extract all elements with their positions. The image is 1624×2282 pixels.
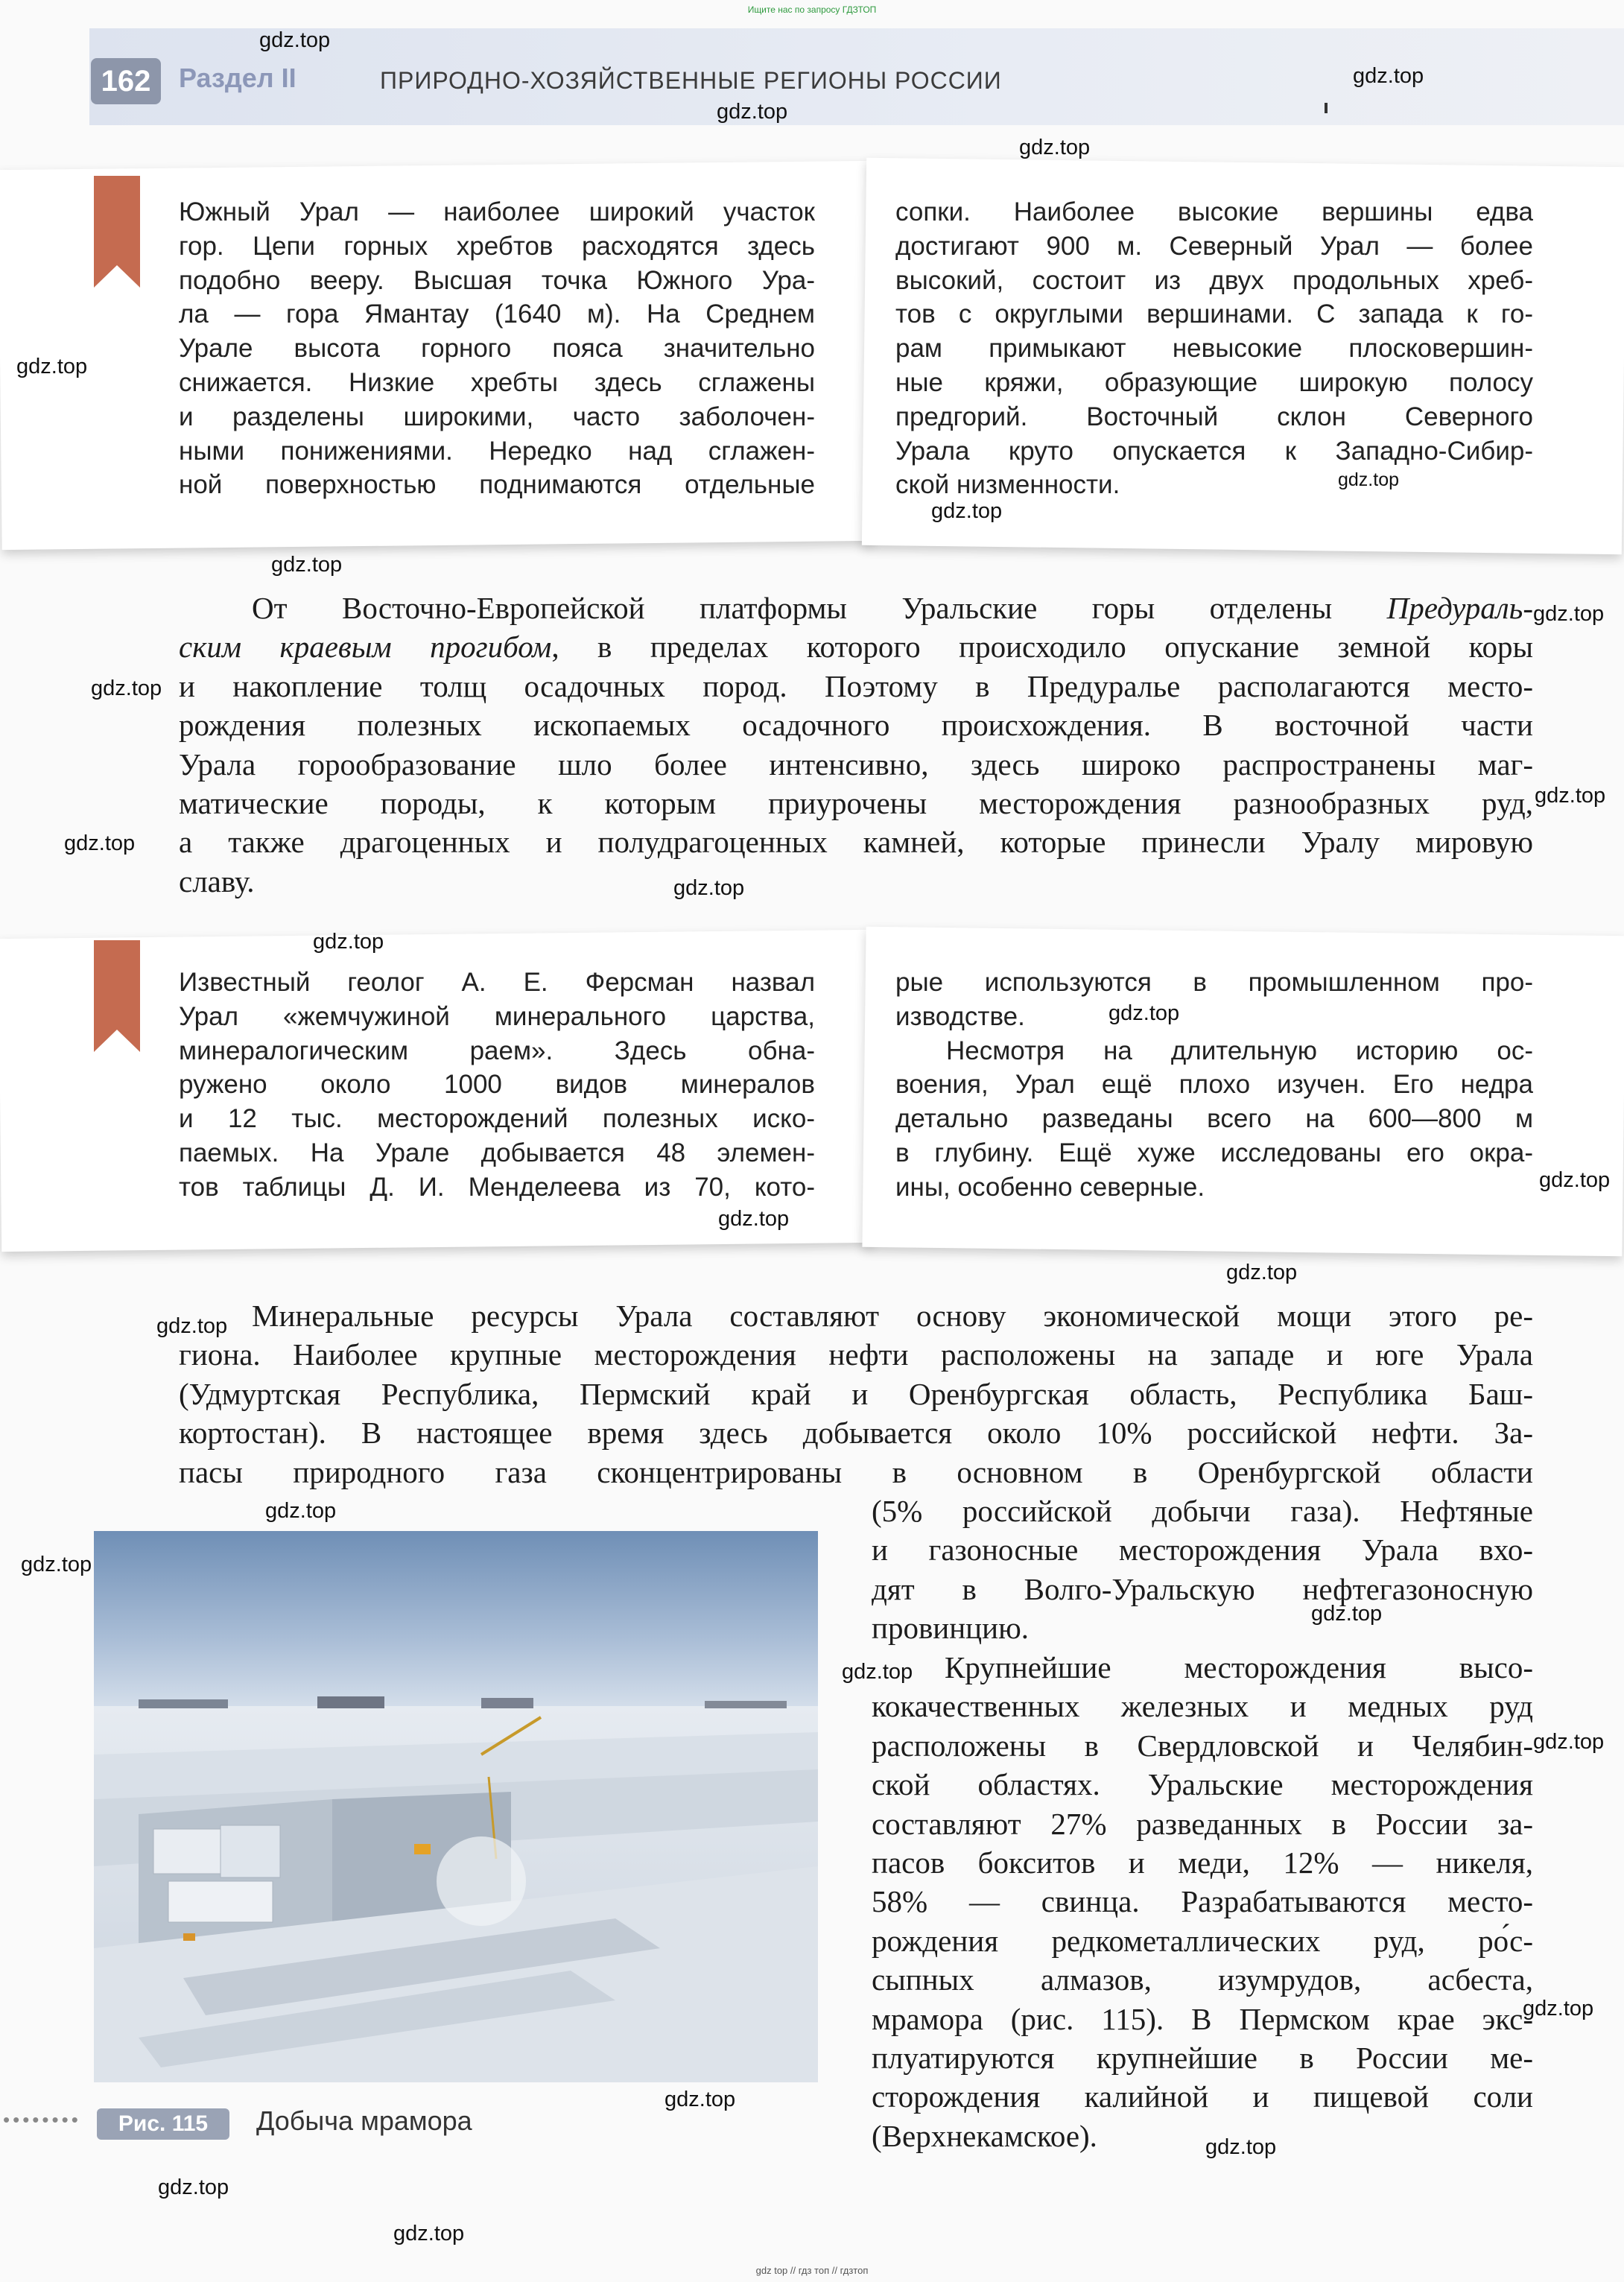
watermark: gdz.top [1019,136,1091,159]
watermark: gdz.top [64,831,136,855]
paragraph-line: пасы природного газа сконцентрированы в основном в Оренбургской области [179,1454,1533,1489]
paragraph-line: составляют 27% разведанных в России за- [872,1806,1533,1841]
paragraph-line: рождения редкометаллических руд, ро́с- [872,1923,1533,1958]
watermark: gdz.top [931,499,1003,523]
box-line: достигают 900 м. Северный Урал — более [895,231,1533,261]
top-notice: Ищите нас по запросу ГДЗТОП [747,4,877,15]
paragraph-line: дят в Волго-Уральскую нефтегазоносную [872,1571,1533,1606]
paragraph-1 [179,589,1533,901]
box1-bookmark [94,176,140,265]
paragraph-line: и газоносные месторождения Урала вхо- [872,1533,1533,1568]
box-line: воения, Урал ещё плохо изучен. Его недра [895,1070,1533,1100]
paragraph-3 [872,1648,1533,2155]
paragraph-line: ским краевым прогибом, в пределах которого происходило опускание земной коры [179,630,1534,665]
paragraph-line: От Восточно-Европейской платформы Уральские горы отделены Предураль- [252,591,1533,625]
box-line: Южный Урал — наиболее широкий участок [179,197,815,226]
paragraph-line: Крупнейшие месторождения высо- [945,1650,1533,1684]
watermark: gdz.top [16,355,88,378]
paragraph-line: рождения полезных ископаемых осадочного происхождения. В восточной части [179,708,1533,743]
watermark: gdz.top [717,100,788,124]
running-header-title: ПРИРОДНО-ХОЗЯЙСТВЕННЫЕ РЕГИОНЫ РОССИИ [380,67,1002,94]
paragraph-line: пасов бокситов и меди, 12% — никеля, [872,1845,1533,1880]
section-label: Раздел II [179,63,296,93]
box-line: ружено около 1000 видов минералов [179,1070,815,1100]
box-line: паемых. На Урале добывается 48 элемен- [179,1138,815,1167]
paragraph-line: славу. [179,863,255,898]
box-line: ины, особенно северные. [895,1172,1205,1202]
box-line: Несмотря на длительную историю ос- [946,1036,1533,1065]
margin-mark [1325,103,1328,113]
box-line: ла — гора Ямантау (1640 м). На Среднем [179,299,815,329]
watermark: gdz.top [313,930,384,954]
watermark: gdz.top [1311,1602,1383,1626]
box2-right-text [895,966,1533,1205]
box-line: сопки. Наиболее высокие вершины едва [895,197,1533,226]
box-line: ными понижениями. Нередко над сглажен- [179,436,815,466]
watermark: gdz.top [1539,1168,1611,1192]
box-line: изводстве. [895,1001,1025,1031]
box-line: ной поверхностью поднимаются отдельные [179,470,815,500]
paragraph-line: провинцию. [872,1611,1029,1646]
box-line: высокий, состоит из двух продольных хреб- [895,265,1533,295]
paragraph-line: ской областях. Уральские месторождения [872,1767,1533,1802]
box-line: минералогическим раем». Здесь обна- [179,1036,815,1065]
box-line: ные кряжи, образующие широкую полосу [895,367,1533,397]
marble-quarry-photo [94,1531,818,2082]
paragraph-line: а также драгоценных и полудрагоценных камней, которые принесли Уралу мировую [179,825,1533,860]
paragraph-line: (5% российской добычи газа). Нефтяные [872,1494,1533,1528]
box-line: тов таблицы Д. И. Менделеева из 70, кото- [179,1172,815,1202]
paragraph-line: Минеральные ресурсы Урала составляют основу экономической мощи этого ре- [252,1299,1533,1333]
paragraph-2-continued [872,1492,1533,1648]
watermark: gdz.top [156,1314,228,1338]
figure-caption: Добыча мрамора [256,2105,472,2136]
caption-dots: •••••••• [3,2108,81,2131]
box-line: рые используются в промышленном про- [895,968,1533,997]
paragraph-line: (Верхнекамское). [872,2118,1097,2153]
watermark: gdz.top [664,2088,736,2111]
watermark: gdz.top [1535,784,1606,808]
box-line: и 12 тыс. месторождений полезных иско- [179,1104,815,1134]
watermark: gdz.top [259,28,331,52]
paragraph-2 [179,1296,1533,1492]
watermark: gdz.top [1338,469,1400,490]
paragraph-line: 58% — свинца. Разрабатываются место- [872,1884,1533,1919]
box-line: в глубину. Ещё хуже исследованы его окра- [895,1138,1533,1167]
bottom-notice: gdz top // гдз топ // гдзтоп [755,2265,869,2276]
watermark: gdz.top [1533,1730,1605,1754]
box-line: предгорий. Восточный склон Северного [895,402,1533,431]
watermark: gdz.top [673,876,745,900]
paragraph-line: матические породы, к которым приурочены месторождения разнообразных руд, [179,786,1533,821]
page-number: 162 [91,58,161,104]
box-line: подобно вееру. Высшая точка Южного Ура- [179,265,815,295]
box-line: тов с округлыми вершинами. С запада к го- [895,299,1533,329]
watermark: gdz.top [1226,1261,1298,1284]
paragraph-line: Урала горообразование шло более интенсивно, здесь широко распространены маг- [179,747,1533,782]
box-line: рам примыкают невысокие плосковершин- [895,334,1533,364]
box1-right-text [895,195,1533,502]
box-line: детально разведаны всего на 600—800 м [895,1104,1533,1134]
box-line: ской низменности. [895,470,1120,500]
paragraph-line: сторождения калийной и пищевой соли [872,2079,1533,2114]
figure-label: Рис. 115 [97,2108,229,2140]
paragraph-line: и накопление толщ осадочных пород. Поэтому в Предуралье располагаются место- [179,668,1533,703]
paragraph-line: сыпных алмазов, изумрудов, асбеста, [872,1962,1533,1997]
box2-left-text [179,966,815,1205]
paragraph-line: кортостан). В настоящее время здесь добывается около 10% российской нефти. За- [179,1416,1533,1451]
watermark: gdz.top [271,553,343,577]
watermark: gdz.top [842,1660,913,1684]
box1-left-text [179,195,815,502]
watermark: gdz.top [158,2175,229,2199]
box-line: гор. Цепи горных хребтов расходятся здесь [179,231,815,261]
watermark: gdz.top [265,1499,337,1523]
box-line: Урала круто опускается к Западно-Сибир- [895,436,1533,466]
watermark: gdz.top [1523,1997,1594,2020]
paragraph-line: кокачественных железных и медных руд [872,1689,1533,1724]
watermark: gdz.top [21,1553,92,1576]
paragraph-line: (Удмуртская Республика, Пермский край и Оренбургская область, Республика Баш- [179,1376,1533,1411]
box2-bookmark [94,940,140,1030]
box-line: Известный геолог А. Е. Ферсман назвал [179,968,815,997]
paragraph-line: мрамора (рис. 115). В Пермском крае экс- [872,2001,1533,2036]
box-line: Урале высота горного пояса значительно [179,334,815,364]
watermark: gdz.top [91,676,162,700]
watermark: gdz.top [1353,64,1424,88]
paragraph-line: плуатируются крупнейшие в России ме- [872,2041,1533,2076]
watermark: gdz.top [393,2222,465,2245]
watermark: gdz.top [1108,1001,1180,1025]
paragraph-line: гиона. Наиболее крупные месторождения нефти расположены на западе и юге Урала [179,1337,1533,1372]
watermark: gdz.top [718,1207,790,1231]
paragraph-line: расположены в Свердловской и Челябин- [872,1728,1533,1763]
box-line: Урал «жемчужиной минерального царства, [179,1001,815,1031]
watermark: gdz.top [1533,602,1605,626]
box-line: и разделены широкими, часто заболочен- [179,402,815,431]
box-line: снижается. Низкие хребты здесь сглажены [179,367,815,397]
watermark: gdz.top [1205,2135,1277,2159]
